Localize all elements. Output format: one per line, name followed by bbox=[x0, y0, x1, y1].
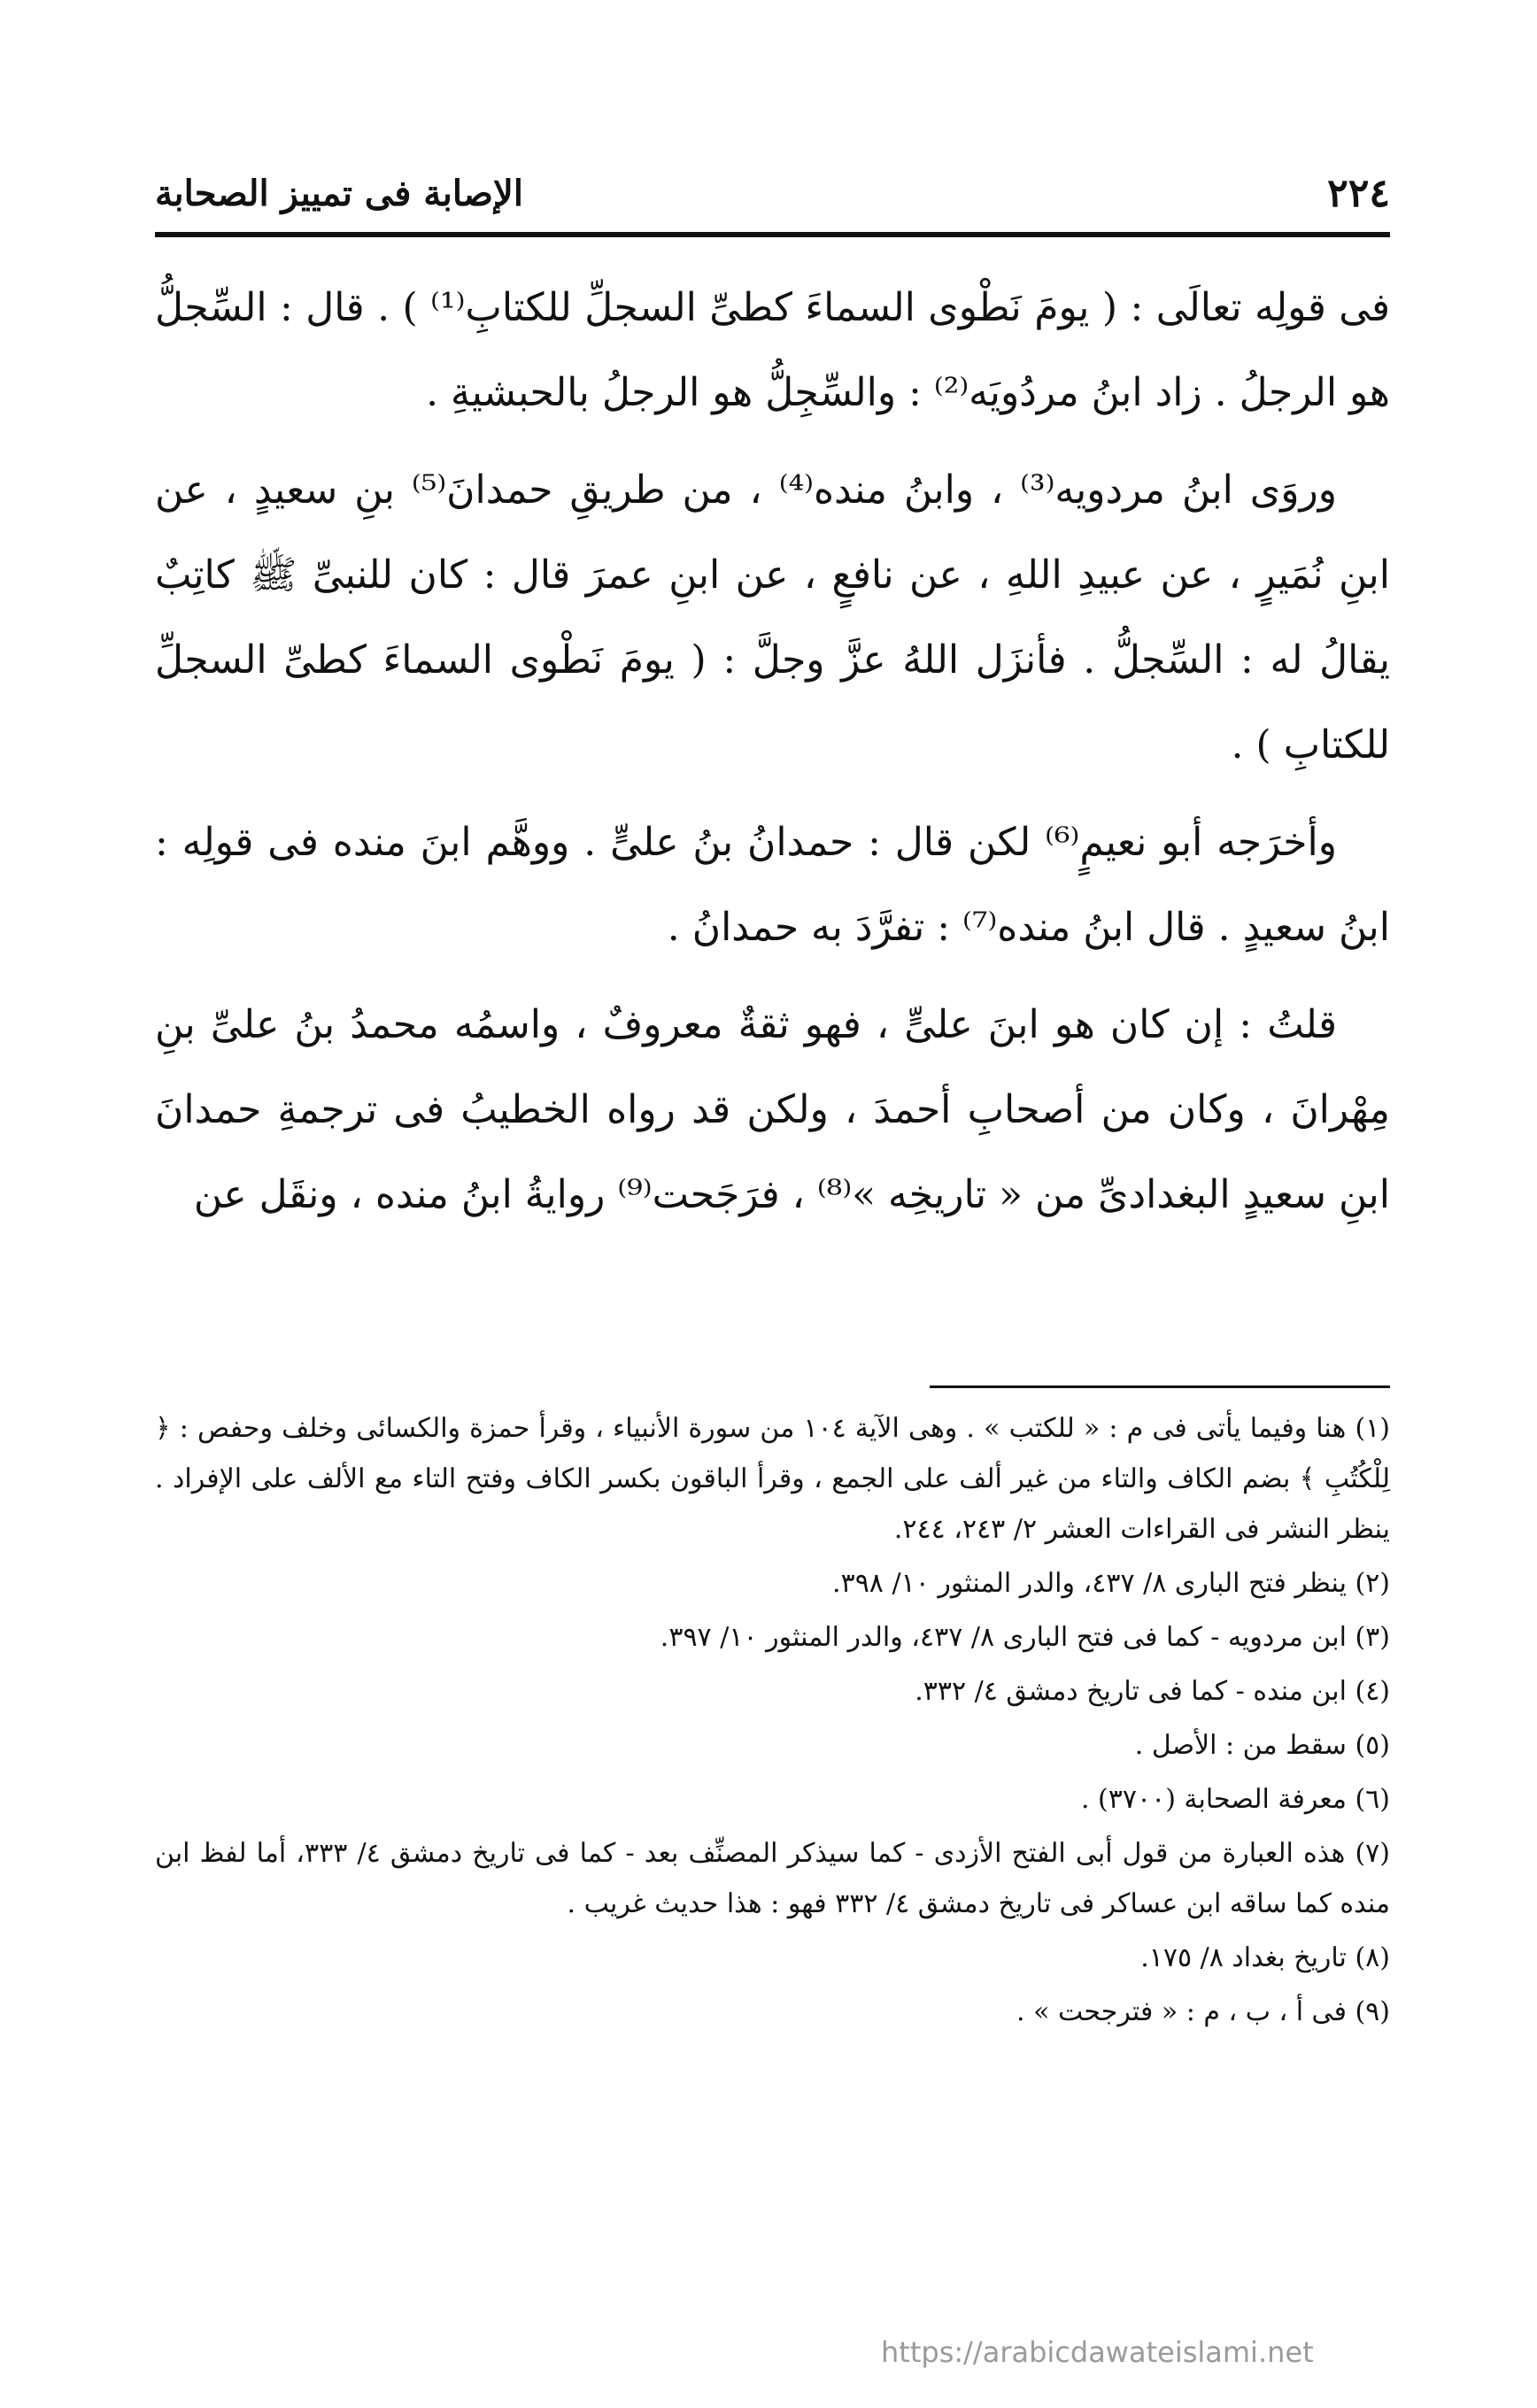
footnote-4: (٤) ابن منده - كما فى تاريخ دمشق ٤/ ٣٣٢. bbox=[915, 1676, 1390, 1707]
footnote-5: (٥) سقط من : الأصل . bbox=[1134, 1730, 1390, 1761]
paragraph-4: قلتُ : إن كان هو ابنَ علىٍّ ، فهو ثقةٌ معروفٌ ، واسمُه محمدُ بنُ علىِّ بنِ مِهْرانَ ، وكان من أصحابِ أحمدَ ، ولكن قد رواه الخطيبُ فى ترجمةِ حمدانَ ابنِ سعيدٍ البغدادىِّ من « تاريخِه »⁽⁸⁾ ، فرَجَحت⁽⁹⁾ روايةُ ابنُ منده ، ونقَل عن bbox=[155, 1002, 1390, 1217]
footnote-6: (٦) معرفة الصحابة (٣٧٠٠) . bbox=[1080, 1784, 1390, 1815]
paragraph-3: وأخرَجه أبو نعيمٍ⁽⁶⁾ لكن قال : حمدانُ بنُ علىٍّ . ووهَّم ابنَ منده فى قولِه : ابنُ سعيدٍ . قال ابنُ منده⁽⁷⁾ : تفرَّدَ به حمدانُ . bbox=[155, 820, 1390, 950]
header-rule bbox=[155, 232, 1390, 237]
footnote-2: (٢) ينظر فتح البارى ٨/ ٤٣٧، والدر المنثور ١٠/ ٣٩٨. bbox=[832, 1568, 1390, 1599]
footnote-separator bbox=[930, 1385, 1390, 1388]
running-title: الإصابة فى تمييز الصحابة bbox=[155, 172, 523, 214]
footnote-1: (١) هنا وفيما يأتى فى م : « للكتب » . وهى الآية ١٠٤ من سورة الأنبياء ، وقرأ حمزة والكسائى وخلف وحفص : ﴿ لِلْكُتُبِ ﴾ بضم الكاف والتاء من غير ألف على الجمع ، وقرأ الباقون بكسر الكاف وفتح التاء مع الألف على الإفراد . ينظر النشر فى القراءات العشر ٢/ ٢٤٣، ٢٤٤. bbox=[155, 1413, 1390, 1545]
watermark-url: https://arabicdawateislami.net bbox=[881, 2335, 1314, 2369]
paragraph-2: وروَى ابنُ مردويه⁽³⁾ ، وابنُ منده⁽⁴⁾ ، من طريقِ حمدانَ⁽⁵⁾ بنِ سعيدٍ ، عن ابنِ نُمَيرٍ ، عن عبيدِ اللهِ ، عن نافعٍ ، عن ابنِ عمرَ قال : كان للنبىِّ ﷺ كاتِبٌ يقالُ له : السِّجلُّ . فأنزَل اللهُ عزَّ وجلَّ : ( يومَ نَطْوى السماءَ كطىِّ السجلِّ للكتابِ ) . bbox=[155, 467, 1390, 768]
page-header bbox=[155, 158, 1390, 228]
page-number: ٢٢٤ bbox=[1327, 170, 1390, 216]
footnote-9: (٩) فى أ ، ب ، م : « فترجحت » . bbox=[1016, 1996, 1390, 2027]
footnote-7: (٧) هذه العبارة من قول أبى الفتح الأزدى - كما سيذكر المصنِّف بعد - كما فى تاريخ دمشق ٤/ ٣٣٣، أما لفظ ابن منده كما ساقه ابن عساكر فى تاريخ دمشق ٤/ ٣٣٢ فهو : هذا حديث غريب . bbox=[155, 1838, 1390, 1919]
footnotes bbox=[155, 1403, 1390, 2041]
footnote-8: (٨) تاريخ بغداد ٨/ ١٧٥. bbox=[1140, 1942, 1390, 1973]
main-text bbox=[155, 266, 1390, 1250]
footnote-3: (٣) ابن مردويه - كما فى فتح البارى ٨/ ٤٣٧، والدر المنثور ١٠/ ٣٩٧. bbox=[660, 1622, 1390, 1653]
paragraph-1: فى قولِه تعالَى : ( يومَ نَطْوى السماءَ كطىِّ السجلِّ للكتابِ⁽¹⁾ ) . قال : السِّجلُّ هو الرجلُ . زاد ابنُ مردُويَه⁽²⁾ : والسِّجِلُّ هو الرجلُ بالحبشيةِ . bbox=[155, 285, 1390, 415]
